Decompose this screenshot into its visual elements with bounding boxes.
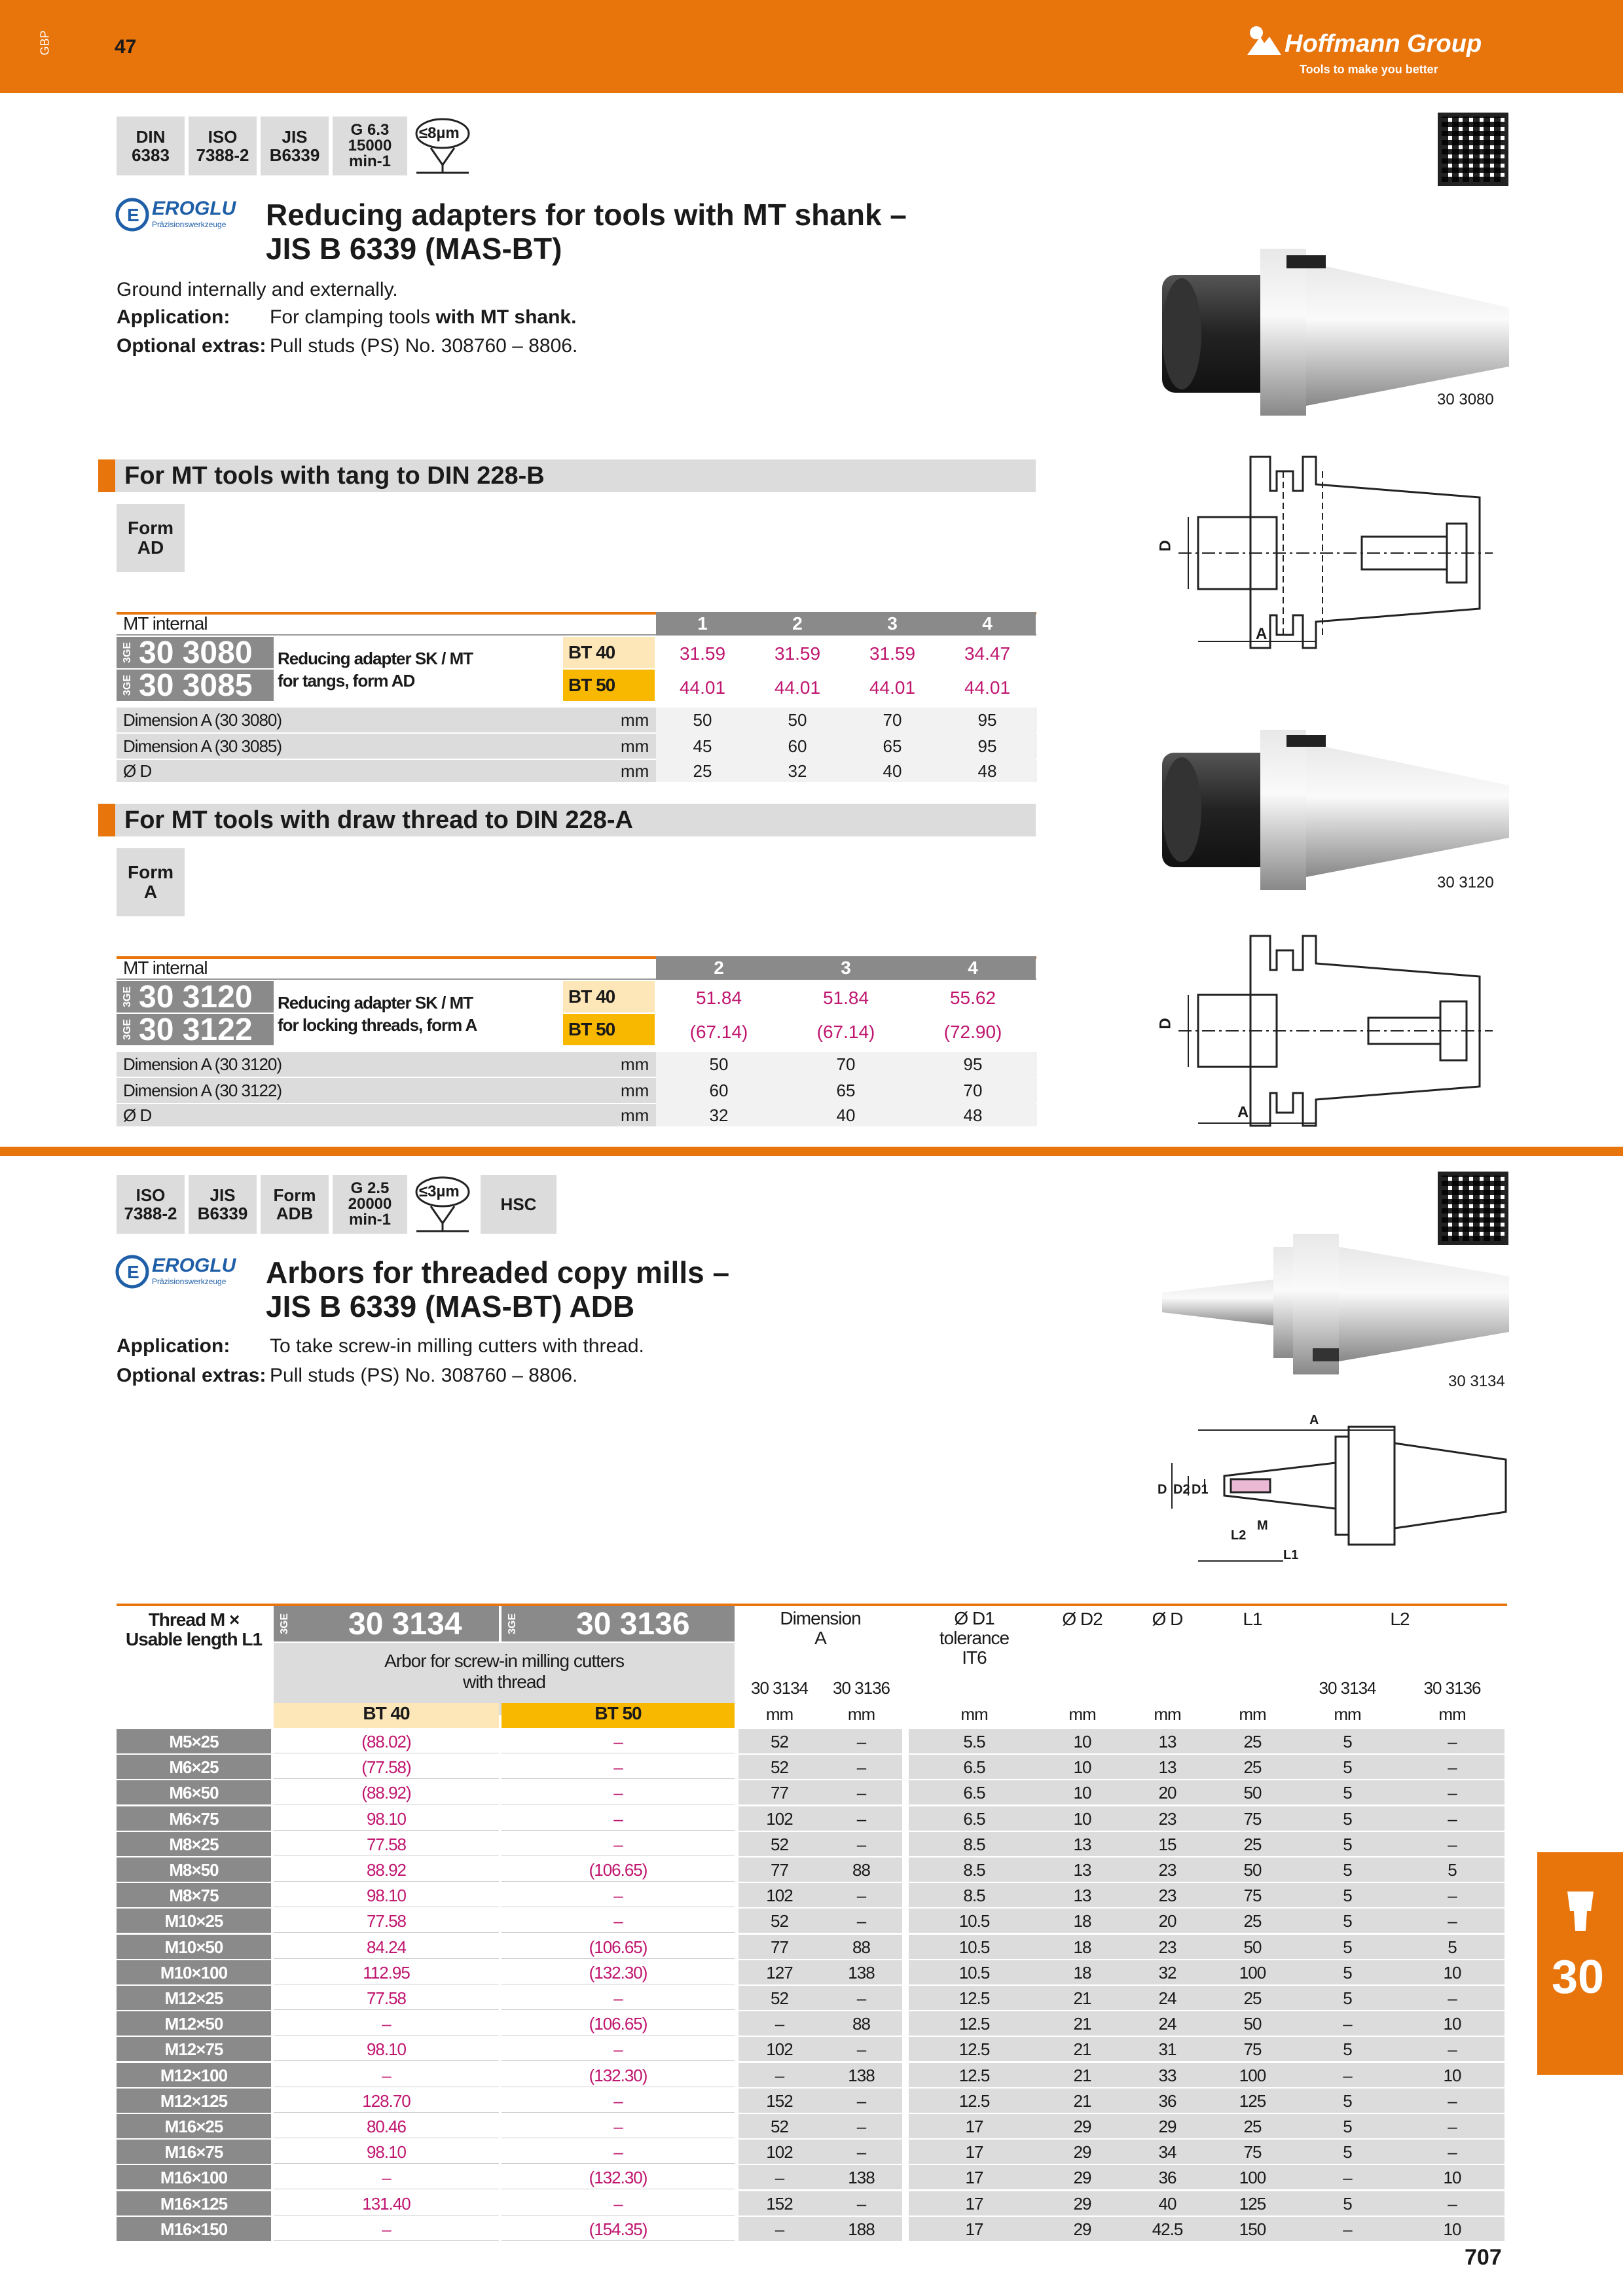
table-row [117, 1935, 1507, 1960]
section-bar-thread: For MT tools with draw thread to DIN 228-A [98, 804, 1036, 836]
value-cell: 21 [1073, 2014, 1091, 2034]
value-cell: 52 [771, 1988, 788, 2008]
value-cell: 13 [1158, 1732, 1176, 1751]
price-cell: – [613, 2117, 623, 2136]
value-cell: 42.5 [1152, 2219, 1183, 2239]
table-row [117, 1755, 1507, 1780]
value-cell: 100 [1239, 1962, 1266, 1982]
value-cell: 5 [1343, 1962, 1352, 1982]
thread-size: M12×125 [160, 2090, 228, 2111]
thread-table: MT internal 2 3 4 3GE 30 3120 3GE 30 3122 Reducing adapter SK / MT for locking threads, form A BT 40 BT 50 51.84 51.84 55.62 (67.14) (67.14) (72.90) Dimension A (30 3120) Dimension A (30 3122) Ø D mm mm mm 50 70 95 60 65 70 32 40 48 [117, 956, 1036, 1133]
price-cell: 84.24 [366, 1937, 407, 1957]
value-cell: – [1448, 1732, 1457, 1751]
thread-size: M16×150 [160, 2219, 228, 2239]
runout-icon [411, 117, 474, 181]
page-number: 707 [1465, 2245, 1502, 2270]
price-cell: – [613, 1911, 623, 1931]
value-cell: 15 [1158, 1834, 1176, 1854]
value-cell: 10.5 [958, 1911, 990, 1931]
value-cell: 52 [771, 2117, 788, 2136]
product-image-303120 [1156, 723, 1522, 893]
table-row [117, 1909, 1507, 1934]
tool-holder-icon [1554, 1885, 1607, 1937]
value-cell: – [1448, 2193, 1457, 2214]
price-cell: 98.10 [366, 2039, 407, 2060]
value-cell: 10 [1443, 2219, 1461, 2239]
value-cell: 188 [848, 2219, 875, 2239]
standard-box: JIS B6339 [261, 117, 329, 175]
price-cell: 98.10 [366, 2142, 407, 2162]
value-cell: 5 [1343, 2193, 1352, 2214]
value-cell: 32 [1158, 1962, 1176, 1982]
value-cell: 12.5 [958, 2014, 990, 2034]
price-cell: 77.58 [366, 1834, 407, 1854]
value-cell: – [775, 2014, 784, 2034]
article-303136[interactable]: 3GE 30 3136 [501, 1606, 735, 1641]
value-cell: 29 [1073, 2142, 1091, 2162]
price-cell: – [382, 2014, 391, 2034]
value-cell: – [856, 1988, 866, 2008]
price-cell: – [613, 1886, 623, 1906]
table-row [117, 2217, 1507, 2242]
tang-table: MT internal 1 2 3 4 3GE 30 3080 3GE 30 3085 Reducing adapter SK / MT for tangs, form AD BT 40 BT 50 31.59 31.59 31.59 34.47 44.01 44.01 44.01 44.01 Dimension A (30 3080) Dimension A (30 3085) Ø D mm mm mm 50 50 70 95 45 60 65 95 25 32 40 48 [117, 612, 1036, 782]
value-cell: – [1343, 2065, 1352, 2085]
price-cell: (88.02) [361, 1732, 411, 1751]
thread-size: M10×50 [164, 1937, 223, 1957]
value-cell: 125 [1239, 2193, 1266, 2214]
thread-size: M12×75 [164, 2039, 223, 2060]
value-cell: 5 [1343, 1988, 1352, 2008]
section2-title: Arbors for threaded copy mills – JIS B 6339 (MAS-BT) ADB [266, 1255, 730, 1323]
optional-label: Optional extras: [117, 335, 266, 357]
value-cell: 75 [1243, 1886, 1262, 1906]
value-cell: – [775, 2219, 784, 2239]
table-row [117, 1883, 1507, 1909]
value-cell: – [1448, 1834, 1457, 1854]
value-cell: 13 [1158, 1757, 1176, 1778]
bt50-label: BT 50 [563, 670, 655, 701]
svg-text:E: E [127, 1262, 139, 1282]
thread-size: M10×100 [160, 1962, 228, 1982]
price-cell: 128.70 [362, 2090, 410, 2111]
value-cell: 6.5 [963, 1808, 985, 1829]
value-cell: – [1448, 2039, 1457, 2060]
value-cell: 5 [1343, 1783, 1352, 1803]
value-cell: – [856, 2193, 866, 2214]
price-cell: 112.95 [363, 1962, 410, 1982]
price-cell: 77.58 [366, 1911, 407, 1931]
price-cell: (132.30) [589, 2065, 647, 2085]
value-cell: 5 [1343, 1732, 1352, 1751]
value-cell: 50 [1243, 1783, 1262, 1803]
price-cell: – [613, 1783, 623, 1803]
table-row [117, 2140, 1507, 2165]
value-cell: – [1448, 2142, 1457, 2162]
page-number-small: 47 [115, 36, 137, 58]
value-cell: 18 [1073, 1937, 1091, 1957]
value-cell: 25 [1243, 1911, 1262, 1931]
value-cell: – [1448, 1988, 1457, 2008]
value-cell: 17 [965, 2117, 983, 2136]
section-bar-tang: For MT tools with tang to DIN 228-B [98, 459, 1036, 492]
value-cell: – [856, 1808, 866, 1829]
price-cell: – [613, 2039, 623, 2060]
hsc-box: HSC [481, 1175, 556, 1234]
price-cell: – [382, 2065, 391, 2085]
eroglu-logo: E EROGLU Präzisionswerkzeuge [115, 1255, 253, 1291]
thread-size: M6×75 [169, 1808, 219, 1829]
value-cell: 77 [771, 1783, 788, 1803]
value-cell: 138 [848, 2168, 875, 2188]
value-cell: 5 [1343, 2142, 1352, 2162]
value-cell: 152 [766, 2090, 793, 2111]
thread-size: M8×25 [169, 1834, 219, 1854]
price-cell: – [613, 2090, 623, 2111]
value-cell: 52 [771, 1757, 788, 1778]
price-cell: (132.30) [589, 1962, 647, 1982]
value-cell: 20 [1158, 1783, 1176, 1803]
value-cell: – [1448, 2117, 1457, 2136]
value-cell: – [1343, 2219, 1352, 2239]
table-row [117, 2063, 1507, 2089]
value-cell: 88 [852, 2014, 870, 2034]
table-row [117, 2089, 1507, 2114]
thread-size: M8×50 [169, 1860, 219, 1880]
table-row [117, 2011, 1507, 2037]
thread-size: M16×125 [160, 2193, 228, 2214]
value-cell: 5 [1343, 1886, 1352, 1906]
value-cell: 152 [766, 2193, 793, 2214]
price-cell: (106.65) [589, 1937, 647, 1957]
value-cell: 24 [1158, 1988, 1176, 2008]
thread-size: M8×75 [169, 1886, 219, 1906]
value-cell: 52 [771, 1732, 788, 1751]
value-cell: – [856, 2090, 866, 2111]
value-cell: 31 [1158, 2039, 1176, 2060]
standard-box: DIN 6383 [117, 117, 185, 175]
value-cell: 20 [1158, 1911, 1176, 1931]
value-cell: 50 [1243, 2014, 1262, 2034]
value-cell: 10 [1073, 1757, 1091, 1778]
value-cell: – [856, 1757, 866, 1778]
value-cell: – [775, 2065, 784, 2085]
value-cell: 5 [1343, 1808, 1352, 1829]
value-cell: 5.5 [963, 1732, 985, 1751]
value-cell: 8.5 [963, 1860, 985, 1880]
image-label-303134: 30 3134 [1448, 1372, 1505, 1390]
value-cell: 88 [852, 1937, 870, 1957]
value-cell: 12.5 [958, 2065, 990, 2085]
value-cell: 34 [1158, 2142, 1176, 2162]
value-cell: 23 [1158, 1886, 1176, 1906]
form-box-ad: Form AD [117, 504, 185, 572]
value-cell: – [1448, 1911, 1457, 1931]
price-cell: 98.10 [366, 1808, 407, 1829]
value-cell: 77 [771, 1860, 788, 1880]
value-cell: – [1448, 1757, 1457, 1778]
value-cell: 77 [771, 1937, 788, 1957]
value-cell: 5 [1343, 1757, 1352, 1778]
thread-size: M12×25 [164, 1988, 223, 2008]
value-cell: 10.5 [958, 1962, 990, 1982]
value-cell: 25 [1243, 2117, 1262, 2136]
article-303120[interactable]: 3GE 30 3120 [117, 981, 274, 1013]
value-cell: 75 [1243, 2142, 1262, 2162]
price-cell: 98.10 [366, 1886, 407, 1906]
arbor-table-header: Thread M × Usable length L1 3GE 30 3134 3GE 30 3136 Arbor for screw-in milling cutters with thread BT 40 BT 50 Dimension A Ø D1 tolerance IT6 Ø D2 Ø D L1 L2 30 3134 30 3136 30 3134 30 3136 mm mm mm mm mm mm mm mm [117, 1604, 1507, 1728]
value-cell: 10 [1443, 2065, 1461, 2085]
value-cell: – [856, 1732, 866, 1751]
standard-box: ISO 7388-2 [117, 1175, 185, 1234]
value-cell: 36 [1158, 2090, 1176, 2111]
value-cell: 6.5 [963, 1783, 985, 1803]
image-label-303120: 30 3120 [1437, 874, 1494, 891]
value-cell: 12.5 [958, 1988, 990, 2008]
value-cell: 102 [766, 1886, 793, 1906]
value-cell: 10 [1443, 1962, 1461, 1982]
value-cell: 138 [848, 2065, 875, 2085]
thread-size: M6×50 [169, 1783, 219, 1803]
value-cell: 21 [1073, 2065, 1091, 2085]
value-cell: 29 [1073, 2219, 1091, 2239]
thread-size: M12×100 [160, 2065, 228, 2085]
value-cell: 10 [1073, 1783, 1091, 1803]
value-cell: – [856, 2039, 866, 2060]
price-cell: 77.58 [366, 1988, 407, 2008]
price-cell: (88.92) [361, 1783, 411, 1803]
value-cell: 24 [1158, 2014, 1176, 2034]
drawing-arbor: A D D2 D1 M L2 L1 [1152, 1410, 1519, 1574]
value-cell: 102 [766, 2142, 793, 2162]
value-cell: – [1343, 2168, 1352, 2188]
arbor-table-body [117, 1729, 1507, 2244]
table-row [117, 1832, 1507, 1857]
value-cell: 23 [1158, 1860, 1176, 1880]
price-cell: – [613, 1808, 623, 1829]
article-303122[interactable]: 3GE 30 3122 [117, 1014, 274, 1045]
value-cell: 102 [766, 2039, 793, 2060]
value-cell: 5 [1343, 2090, 1352, 2111]
value-cell: 5 [1343, 2039, 1352, 2060]
value-cell: 23 [1158, 1808, 1176, 1829]
value-cell: 29 [1073, 2193, 1091, 2214]
value-cell: 12.5 [958, 2090, 990, 2111]
value-cell: – [856, 1834, 866, 1854]
value-cell: 36 [1158, 2168, 1176, 2188]
value-cell: – [1448, 1808, 1457, 1829]
value-cell: – [1448, 2090, 1457, 2111]
value-cell: 23 [1158, 1937, 1176, 1957]
table-row [117, 2191, 1507, 2217]
section-divider [0, 1147, 1623, 1156]
value-cell: 33 [1158, 2065, 1176, 2085]
value-cell: 18 [1073, 1962, 1091, 1982]
value-cell: 100 [1239, 2168, 1266, 2188]
value-cell: 5 [1343, 2117, 1352, 2136]
table-row [117, 1986, 1507, 2011]
table-row [117, 2037, 1507, 2062]
value-cell: 50 [1243, 1937, 1262, 1957]
image-label-303080: 30 3080 [1437, 391, 1494, 408]
thread-size: M6×25 [169, 1757, 219, 1778]
value-cell: 125 [1239, 2090, 1266, 2111]
mt-label: MT internal [123, 613, 208, 634]
section1-title: Reducing adapters for tools with MT shank – JIS B 6339 (MAS-BT) [266, 198, 907, 266]
value-cell: 100 [1239, 2065, 1266, 2085]
section1-desc: Ground internally and externally. [117, 279, 398, 300]
price-cell: – [613, 1988, 623, 2008]
svg-text:E: E [127, 205, 139, 225]
value-cell: 40 [1158, 2193, 1176, 2214]
value-cell: 5 [1343, 1937, 1352, 1957]
value-cell: 13 [1073, 1834, 1091, 1854]
price-cell: – [613, 1834, 623, 1854]
speed-box: G 6.3 15000 min-1 [333, 117, 407, 175]
value-cell: 25 [1243, 1732, 1262, 1751]
thread-size: M16×25 [164, 2117, 223, 2136]
value-cell: 127 [766, 1962, 793, 1982]
standard-box: Form ADB [261, 1175, 329, 1234]
value-cell: 138 [848, 1962, 875, 1982]
value-cell: 10 [1443, 2168, 1461, 2188]
table-row [117, 1729, 1507, 1755]
price-cell: (106.65) [589, 2014, 647, 2034]
chapter-number: 30 [1552, 1951, 1605, 2003]
price-cell: – [382, 2219, 391, 2239]
price-cell: (132.30) [589, 2168, 647, 2188]
value-cell: 8.5 [963, 1834, 985, 1854]
value-cell: 13 [1073, 1860, 1091, 1880]
price-cell: – [613, 1732, 623, 1751]
price-cell: – [382, 2168, 391, 2188]
value-cell: 6.5 [963, 1757, 985, 1778]
value-cell: 17 [965, 2219, 983, 2239]
table-row [117, 1806, 1507, 1832]
eroglu-logo: E EROGLU Präzisionswerkzeuge [115, 198, 253, 234]
value-cell: 8.5 [963, 1886, 985, 1906]
article-303134[interactable]: 3GE 30 3134 [274, 1606, 499, 1641]
thread-size: M16×75 [164, 2142, 223, 2162]
drawing-tang: D A [1152, 445, 1519, 655]
value-cell: 12.5 [958, 2039, 990, 2060]
article-303085[interactable]: 3GE 30 3085 [117, 670, 274, 701]
value-cell: 18 [1073, 1911, 1091, 1931]
brand-tagline: Tools to make you better [1300, 63, 1438, 76]
value-cell: 25 [1243, 1834, 1262, 1854]
thread-size: M16×100 [160, 2168, 228, 2188]
article-303080[interactable]: 3GE 30 3080 [117, 637, 274, 668]
speed-box: G 2.5 20000 min-1 [333, 1175, 407, 1234]
value-cell: 52 [771, 1834, 788, 1854]
table-row [117, 1780, 1507, 1806]
price-cell: 88.92 [366, 1860, 407, 1880]
value-cell: 5 [1448, 1860, 1457, 1880]
value-cell: – [856, 1783, 866, 1803]
value-cell: – [1343, 2014, 1352, 2034]
value-cell: 21 [1073, 2039, 1091, 2060]
table-row [117, 2165, 1507, 2191]
optional-text: Pull studs (PS) No. 308760 – 8806. [270, 335, 578, 357]
qr-code[interactable] [1438, 113, 1508, 186]
brand-name: Hoffmann Group [1285, 30, 1482, 58]
value-cell: 21 [1073, 1988, 1091, 2008]
thread-size: M12×50 [164, 2014, 223, 2034]
table-row [117, 2114, 1507, 2140]
price-cell: 131.40 [362, 2193, 410, 2214]
value-cell: 10 [1073, 1808, 1091, 1829]
hoffmann-logo [1247, 25, 1280, 58]
side-code: GBP [38, 30, 52, 56]
value-cell: – [775, 2168, 784, 2188]
value-cell: – [856, 1911, 866, 1931]
value-cell: 5 [1343, 1860, 1352, 1880]
value-cell: 75 [1243, 1808, 1262, 1829]
value-cell: 25 [1243, 1757, 1262, 1778]
value-cell: – [1448, 1783, 1457, 1803]
thread-size: M5×25 [169, 1732, 219, 1751]
table-row [117, 1960, 1507, 1986]
price-cell: (106.65) [589, 1860, 647, 1880]
price-cell: – [613, 2142, 623, 2162]
drawing-thread: D A [1152, 929, 1519, 1139]
value-cell: 29 [1073, 2168, 1091, 2188]
value-cell: 17 [965, 2168, 983, 2188]
bt40-label: BT 40 [563, 637, 655, 668]
price-cell: (154.35) [589, 2219, 647, 2239]
price-cell: – [613, 1757, 623, 1778]
value-cell: 5 [1343, 1834, 1352, 1854]
value-cell: 102 [766, 1808, 793, 1829]
application-text: For clamping tools with MT shank. [270, 306, 577, 328]
value-cell: 17 [965, 2142, 983, 2162]
value-cell: 50 [1243, 1860, 1262, 1880]
value-cell: – [856, 2142, 866, 2162]
value-cell: – [1448, 1886, 1457, 1906]
value-cell: 29 [1073, 2117, 1091, 2136]
standard-box: ISO 7388-2 [189, 117, 257, 175]
value-cell: – [856, 1886, 866, 1906]
value-cell: 13 [1073, 1886, 1091, 1906]
value-cell: 17 [965, 2193, 983, 2214]
standard-box: JIS B6339 [189, 1175, 257, 1234]
value-cell: 5 [1343, 1911, 1352, 1931]
value-cell: 10 [1443, 2014, 1461, 2034]
value-cell: 75 [1243, 2039, 1262, 2060]
value-cell: – [856, 2117, 866, 2136]
price-cell: (77.58) [361, 1757, 411, 1778]
price-cell: – [613, 2193, 623, 2214]
table-row [117, 1857, 1507, 1883]
value-cell: 25 [1243, 1988, 1262, 2008]
runout-icon: ≤3µm [411, 1175, 474, 1239]
value-cell: 88 [852, 1860, 870, 1880]
product-image-303134 [1156, 1221, 1522, 1391]
chapter-tab[interactable] [1537, 1852, 1623, 2075]
thread-size: M10×25 [164, 1911, 223, 1931]
value-cell: 10 [1073, 1732, 1091, 1751]
price-cell: 80.46 [366, 2117, 407, 2136]
value-cell: 52 [771, 1911, 788, 1931]
value-cell: 5 [1448, 1937, 1457, 1957]
form-box-a: Form A [117, 848, 185, 916]
runout-value: ≤8µm [419, 124, 460, 142]
value-cell: 29 [1158, 2117, 1176, 2136]
value-cell: 150 [1239, 2219, 1266, 2239]
value-cell: 10.5 [958, 1937, 990, 1957]
application-label: Application: [117, 306, 230, 328]
value-cell: 21 [1073, 2090, 1091, 2111]
